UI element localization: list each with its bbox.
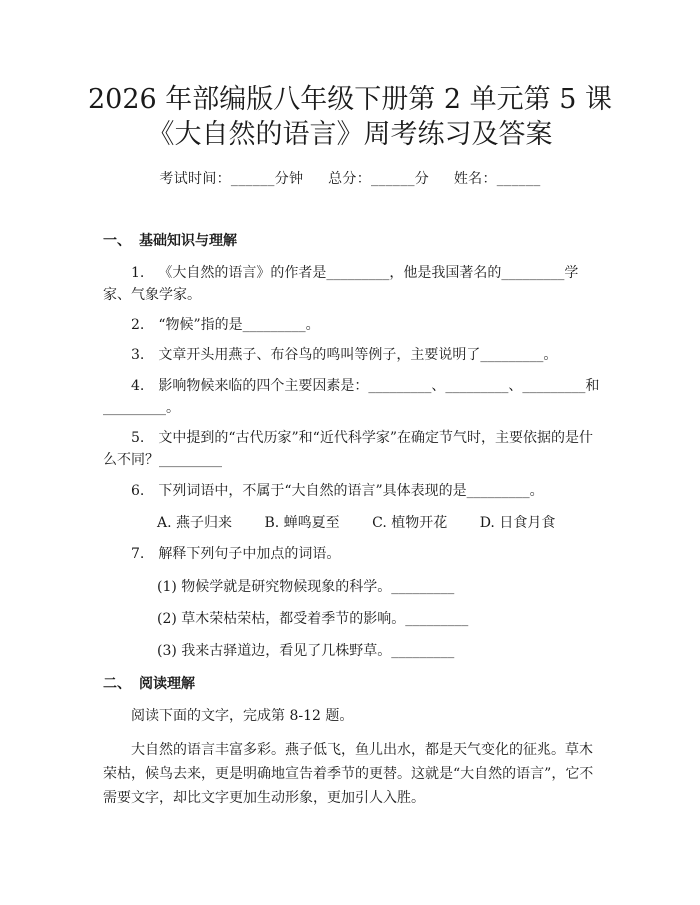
question-5 — [103, 427, 603, 471]
question-7-sub-1: (1) 物候学就是研究物候现象的科学。_________ — [157, 579, 455, 595]
question-2 — [103, 314, 603, 336]
question-number: 5. — [131, 430, 145, 446]
question-text: 文中提到的“古代历家”和“近代科学家”在确定节气时，主要依据的是什么不同？_________ — [103, 430, 593, 468]
section-title: 阅读理解 — [139, 676, 195, 692]
doc-title-line1: 2026 年部编版八年级下册第 2 单元第 5 课 — [88, 84, 612, 115]
question-number: 1. — [131, 265, 145, 281]
question-text: 下列词语中，不属于“大自然的语言”具体表现的是_________。 — [158, 483, 544, 499]
option-c: C. 植物开花 — [372, 515, 448, 531]
exam-time: 考试时间：______分钟 — [159, 171, 304, 187]
question-3 — [103, 344, 603, 366]
question-number: 2. — [131, 317, 145, 333]
reading-passage: 大自然的语言丰富多彩。燕子低飞，鱼儿出水，都是天气变化的征兆。草木荣枯，候鸟去来，更是明确地宣告着季节的更替。这就是“大自然的语言”，它不需要文字，却比文字更加生动形象，更加引人入胜。 — [103, 742, 594, 806]
question-text: 文章开头用燕子、布谷鸟的鸣叫等例子，主要说明了_________。 — [158, 347, 558, 363]
reading-intro: 阅读下面的文字，完成第 8-12 题。 — [131, 708, 354, 724]
question-7-sub-3: (3) 我来古驿道边，看见了几株野草。_________ — [157, 643, 455, 659]
section-heading-1 — [103, 230, 237, 250]
question-text: “物候”指的是_________。 — [158, 317, 320, 333]
exam-name: 姓名：______ — [453, 171, 541, 187]
question-7-sub-2: (2) 草木荣枯荣枯，都受着季节的影响。_________ — [157, 611, 469, 627]
question-number: 7. — [131, 546, 145, 562]
question-1 — [103, 262, 603, 306]
section-number: 一、 — [103, 233, 131, 249]
option-d: D. 日食月食 — [479, 515, 556, 531]
exam-score: 总分：______分 — [328, 171, 430, 187]
question-number: 4. — [131, 378, 145, 394]
question-7 — [103, 543, 603, 565]
question-text: 解释下列句子中加点的词语。 — [158, 546, 341, 562]
question-6 — [103, 480, 603, 502]
section-heading-2 — [103, 673, 195, 693]
option-a: A. 燕子归来 — [157, 515, 233, 531]
question-text: 影响物候来临的四个主要因素是：_________、_________、_________和_________。 — [103, 378, 600, 416]
question-4 — [103, 375, 603, 419]
section-title: 基础知识与理解 — [139, 233, 237, 249]
doc-title-line2: 《大自然的语言》周考练习及答案 — [147, 119, 553, 150]
question-text: 《大自然的语言》的作者是_________，他是我国著名的_________学家、气象学家。 — [103, 265, 579, 303]
section-number: 二、 — [103, 676, 131, 692]
question-number: 3. — [131, 347, 145, 363]
exam-info — [0, 168, 700, 188]
option-b: B. 蝉鸣夏至 — [264, 515, 340, 531]
question-number: 6. — [131, 483, 145, 499]
question-6-options — [157, 512, 583, 534]
